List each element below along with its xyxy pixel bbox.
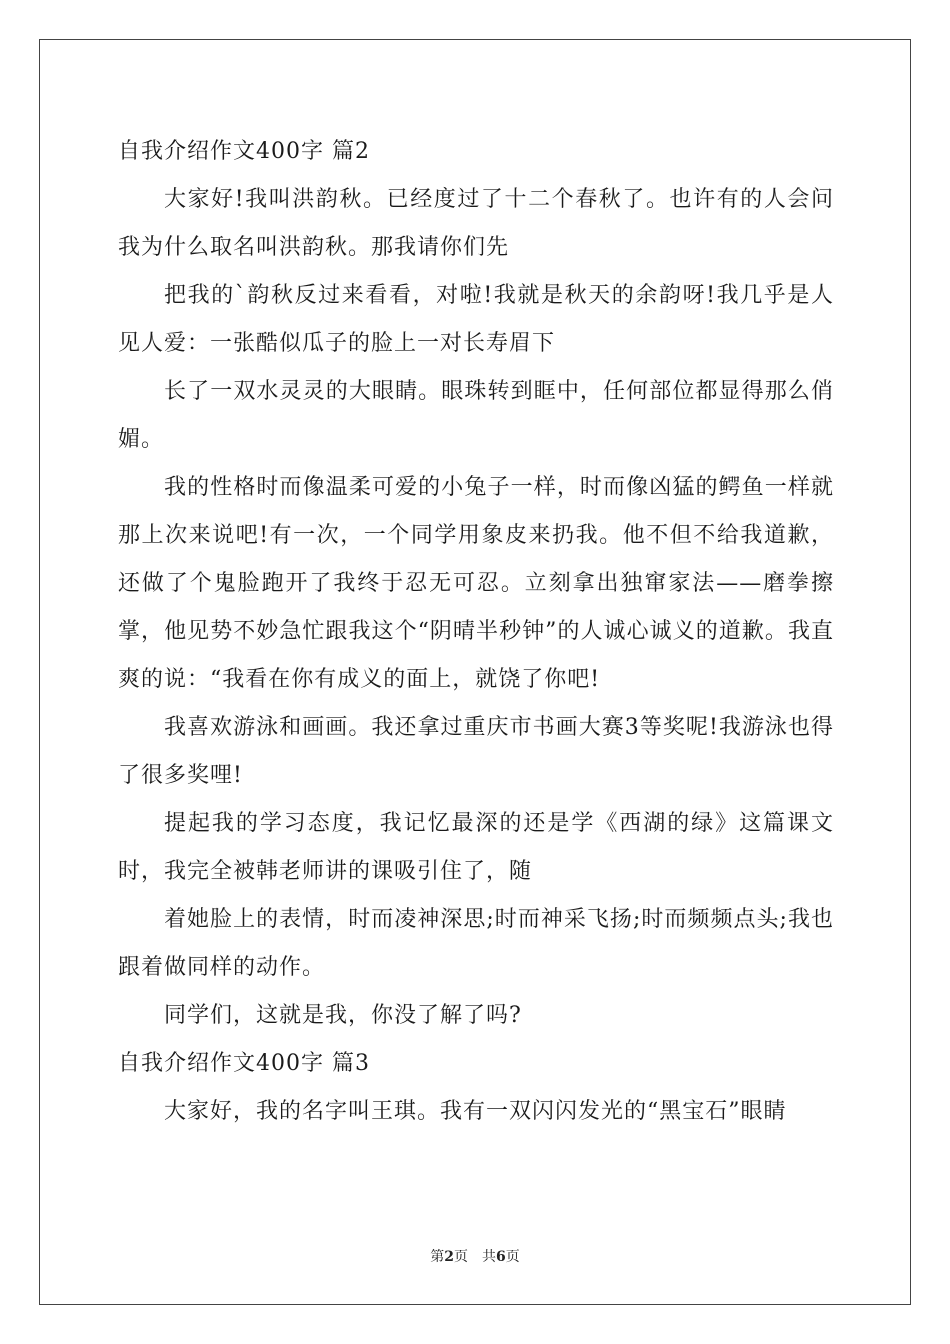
paragraph: 长了一双水灵灵的大眼睛。眼珠转到眶中，任何部位都显得那么俏媚。 xyxy=(118,379,834,452)
page-suffix: 页 xyxy=(505,1249,520,1265)
paragraph: 大家好，我的名字叫王琪。我有一双闪闪发光的“黑宝石”眼睛 xyxy=(164,1099,787,1124)
page-current: 2 xyxy=(444,1249,454,1265)
paragraph: 把我的`韵秋反过来看看，对啦!我就是秋天的余韵呀!我几乎是人见人爱：一张酷似瓜子的脸上一对长寿眉下 xyxy=(118,283,834,356)
section-title: 自我介绍作文400字 篇3 xyxy=(118,1051,370,1076)
paragraph: 提起我的学习态度，我记忆最深的还是学《西湖的绿》这篇课文时，我完全被韩老师讲的课吸引住了，随 xyxy=(118,811,834,884)
page-footer xyxy=(0,1246,950,1266)
paragraph: 我喜欢游泳和画画。我还拿过重庆市书画大赛3等奖呢!我游泳也得了很多奖哩! xyxy=(118,715,834,788)
page-total: 6 xyxy=(496,1249,506,1265)
paragraph: 着她脸上的表情，时而凌神深思;时而神采飞扬;时而频频点头;我也跟着做同样的动作。 xyxy=(118,907,834,980)
page-mid: 页 共 xyxy=(454,1249,496,1265)
section-title: 自我介绍作文400字 篇2 xyxy=(118,139,370,164)
document-body xyxy=(118,128,834,1136)
paragraph: 我的性格时而像温柔可爱的小兔子一样，时而像凶猛的鳄鱼一样就那上次来说吧!有一次，一个同学用象皮来扔我。他不但不给我道歉，还做了个鬼脸跑开了我终于忍无可忍。立刻拿出独窜家法——磨拳擦掌，他见势不妙急忙跟我这个“阴晴半秒钟”的人诚心诚义的道歉。我直爽的说：“我看在你有成义的面上，就饶了你吧! xyxy=(118,475,834,692)
page-prefix: 第 xyxy=(430,1249,445,1265)
paragraph: 同学们，这就是我，你没了解了吗? xyxy=(164,1003,522,1028)
paragraph: 大家好!我叫洪韵秋。已经度过了十二个春秋了。也许有的人会问我为什么取名叫洪韵秋。那我请你们先 xyxy=(118,187,834,260)
